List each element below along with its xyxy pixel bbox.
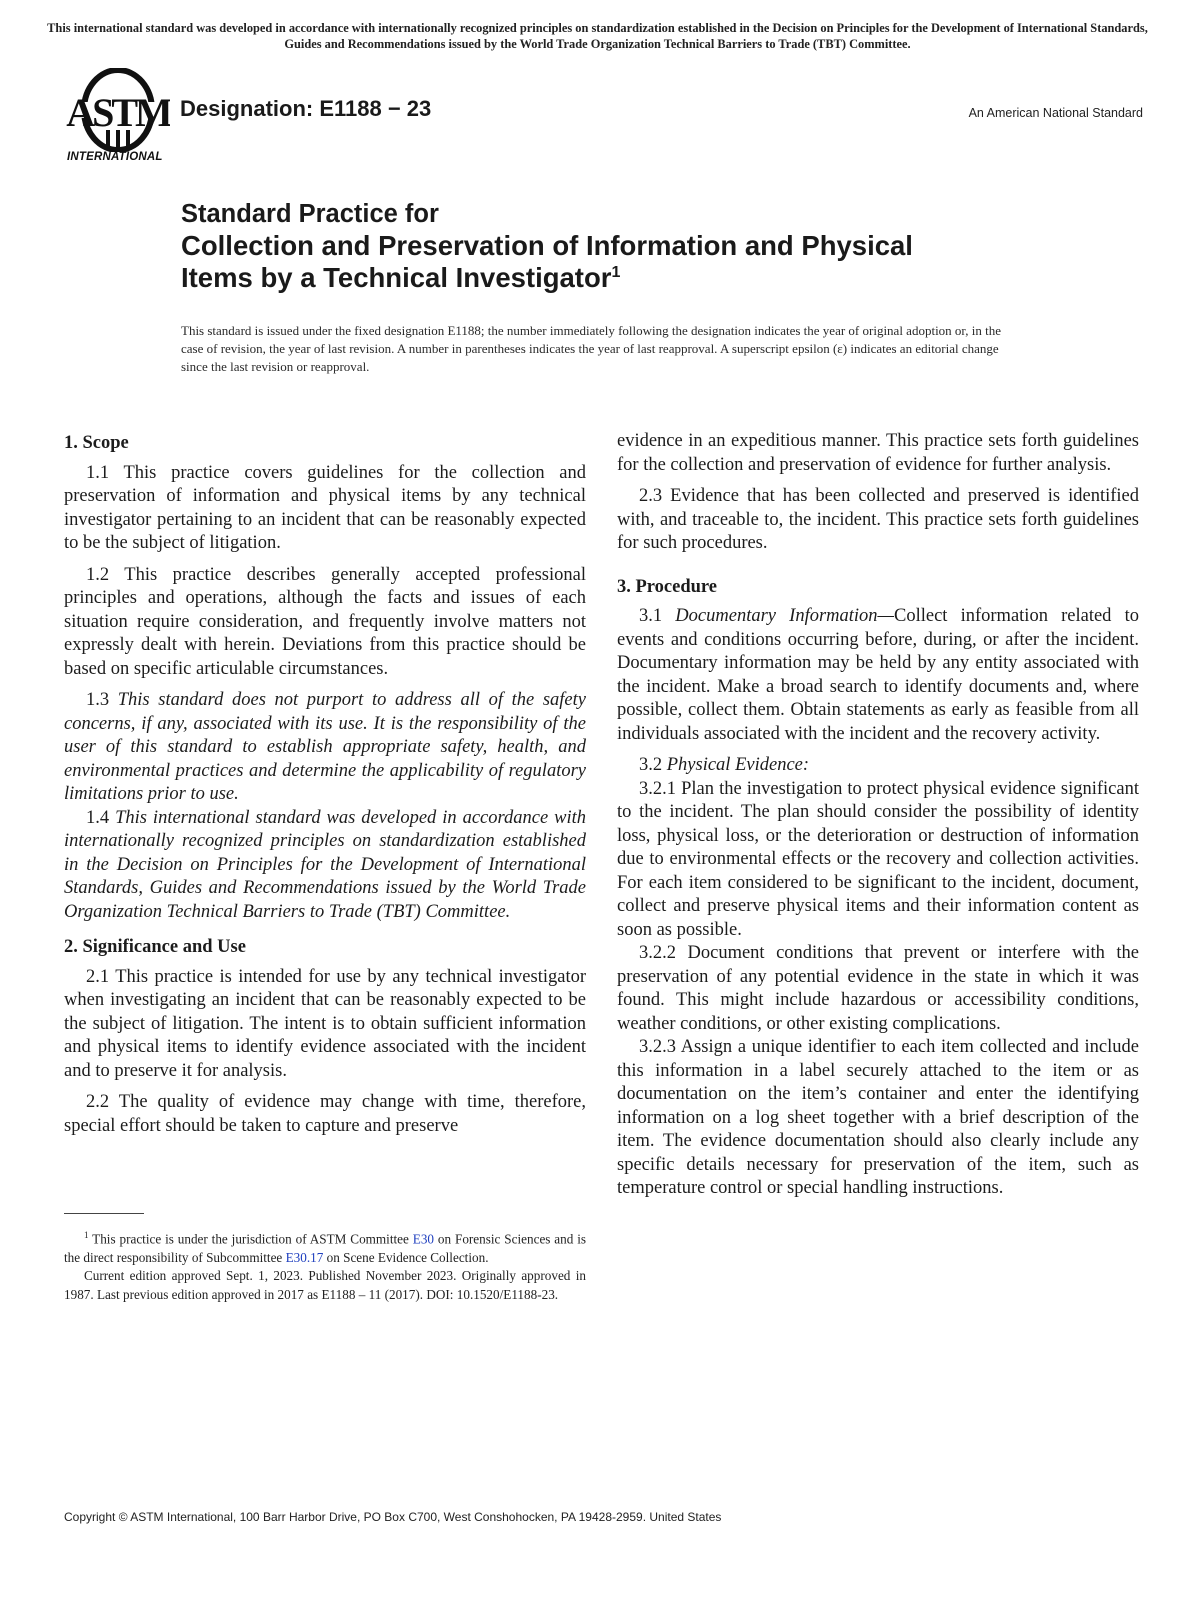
left-column	[64, 432, 586, 1138]
footnote-1-mark: 1	[84, 1230, 89, 1240]
footnotes	[64, 1226, 586, 1304]
section-heading-scope: 1. Scope	[64, 433, 129, 453]
title-line-3-text: Items by a Technical Investigator	[181, 262, 612, 293]
paragraph-2-1: 2.1 This practice is intended for use by any technical investigator when investigating an incident that can be reasonably expected to be the subject of litigation. The intent is to obtain sufficient information and physical items to identify evidence associated with the incident and to preserve it for analysis.	[64, 966, 586, 1081]
footnote-1	[64, 1226, 586, 1267]
footnote-1-text-b: on Forensic Sciences and is the direct responsibility of Subcommittee	[64, 1231, 587, 1265]
footnote-1-text-a: This practice is under the jurisdiction of ASTM Committee	[92, 1231, 409, 1247]
paragraph-1-3-number: 1.3	[86, 690, 110, 710]
paragraph-1-1: 1.1 This practice covers guidelines for the collection and preservation of information and physical items by any technical investigator pertaining to an incident that can be reasonably expected to be the subject of litigation.	[64, 462, 586, 553]
paragraph-1-4	[64, 807, 586, 925]
paragraph-2-2-continued: evidence in an expeditious manner. This practice sets forth guidelines for the collection and preservation of evidence for further analysis.	[617, 431, 1139, 475]
footnote-1-text-c: on Scene Evidence Collection.	[326, 1249, 489, 1265]
paragraph-3-2-1: 3.2.1 Plan the investigation to protect physical evidence significant to the incident. The plan should consider the possibility of identity loss, physical loss, or the deterioration or destruction of information due to environmental effects or the recovery and collection activities. For each item considered to be significant to the incident, document, collect and preserve physical items and their information content as soon as possible.	[617, 778, 1139, 940]
title-line-3	[181, 262, 1041, 294]
edition-note: Current edition approved Sept. 1, 2023. Published November 2023. Originally approved in 1987. Last previous edition approved in 2017 as E1188 – 11 (2017). DOI: 10.1520/E1188-23.	[64, 1268, 586, 1302]
astm-logo-icon	[66, 68, 170, 152]
paragraph-1-3	[64, 689, 586, 807]
committee-e30-link[interactable]: E30	[412, 1231, 435, 1247]
american-national-standard-label: An American National Standard	[968, 106, 1143, 120]
paragraph-3-1-text: Collect information related to events and conditions occurring before, during, or after the incident. Documentary information may be held by any entity associated with the incident. Make a broad search to identify documents and, where possible, collect them. Obtain statements as early as feasible from all individuals associated with the incident and the recovery activity.	[617, 606, 1139, 744]
paragraph-2-3: 2.3 Evidence that has been collected and preserved is identified with, and traceable to, the incident. This practice sets forth guidelines for such procedures.	[617, 486, 1139, 553]
paragraph-1-2: 1.2 This practice describes generally accepted professional principles and operations, although the facts and issues of each situation require consideration, and frequently involve matters not expressly dealt with herein. Deviations from this practice should be based on specific articulable circumstances.	[64, 564, 586, 679]
paragraph-1-4-text: This international standard was developed in accordance with internationally recognized principles on standardization established in the Decision on Principles for the Development of International Standards, Guides and Recommendations issued by the World Trade Organization Technical Barriers to Trade (TBT) Committee.	[64, 807, 587, 922]
subcommittee-e30-17-link[interactable]: E30.17	[285, 1249, 324, 1265]
logo-letters: ASTM	[66, 90, 170, 135]
paragraph-3-1-number: 3.1	[639, 606, 663, 626]
title-line-2: Collection and Preservation of Information and Physical	[181, 230, 913, 261]
issued-notice: This standard is issued under the fixed designation E1188; the number immediately following the designation indicates the year of original adoption or, in the case of revision, the year of last revision. A number in parentheses indicates the year of last reapproval. A superscript epsilon (ε) indicates an editorial change since the last revision or reapproval.	[181, 323, 1001, 374]
copyright-notice: Copyright © ASTM International, 100 Barr Harbor Drive, PO Box C700, West Conshohocken, PA 19428-2959. United States	[64, 1510, 722, 1524]
paragraph-3-2-number: 3.2	[639, 755, 663, 775]
section-heading-significance: 2. Significance and Use	[64, 937, 246, 957]
paragraph-3-2-term: Physical Evidence:	[666, 755, 810, 775]
document-title	[181, 198, 1041, 294]
footnote-divider	[64, 1213, 144, 1214]
section-heading-procedure: 3. Procedure	[617, 576, 718, 597]
right-column	[617, 430, 1139, 1201]
title-footnote-mark: 1	[611, 263, 621, 281]
paragraph-1-3-text: This standard does not purport to address all of the safety concerns, if any, associated with its use. It is the responsibility of the user of this standard to establish appropriate safety, health, and environmental practices and determine the applicability of regulatory limitations prior to use.	[64, 690, 586, 804]
paragraph-3-2-3: 3.2.3 Assign a unique identifier to each item collected and include this information in a label securely attached to the item or as documentation on the item’s container and enter the identifying information on a log sheet together with a brief description of the item. The evidence documentation should also clearly include any specific details necessary for preservation of the item, such as temperature control or special handling instructions.	[617, 1037, 1139, 1198]
paragraph-3-2-2: 3.2.2 Document conditions that prevent or interfere with the preservation of any potential evidence in the state in which it was found. This might include hazardous or accessibility conditions, weather conditions, or other existing complications.	[617, 943, 1139, 1034]
paragraph-3-1-term: Documentary Information—	[675, 606, 894, 626]
paragraph-2-2-start: 2.2 The quality of evidence may change with time, therefore, special effort should be taken to capture and preserve	[64, 1092, 586, 1136]
top-notice: This international standard was developed in accordance with internationally recognized principles on standardization established in the Decision on Principles for the Development of International Standards, Guides and Recommendations issued by the World Trade Organization Technical Barriers to Trade (TBT) Committee.	[47, 21, 1148, 51]
logo-caption: INTERNATIONAL	[67, 151, 163, 163]
paragraph-1-4-number: 1.4	[86, 807, 110, 828]
paragraph-3-1	[617, 605, 1139, 746]
title-line-1: Standard Practice for	[181, 200, 439, 228]
designation: Designation: E1188 − 23	[180, 96, 432, 121]
paragraph-3-2	[617, 754, 1139, 778]
